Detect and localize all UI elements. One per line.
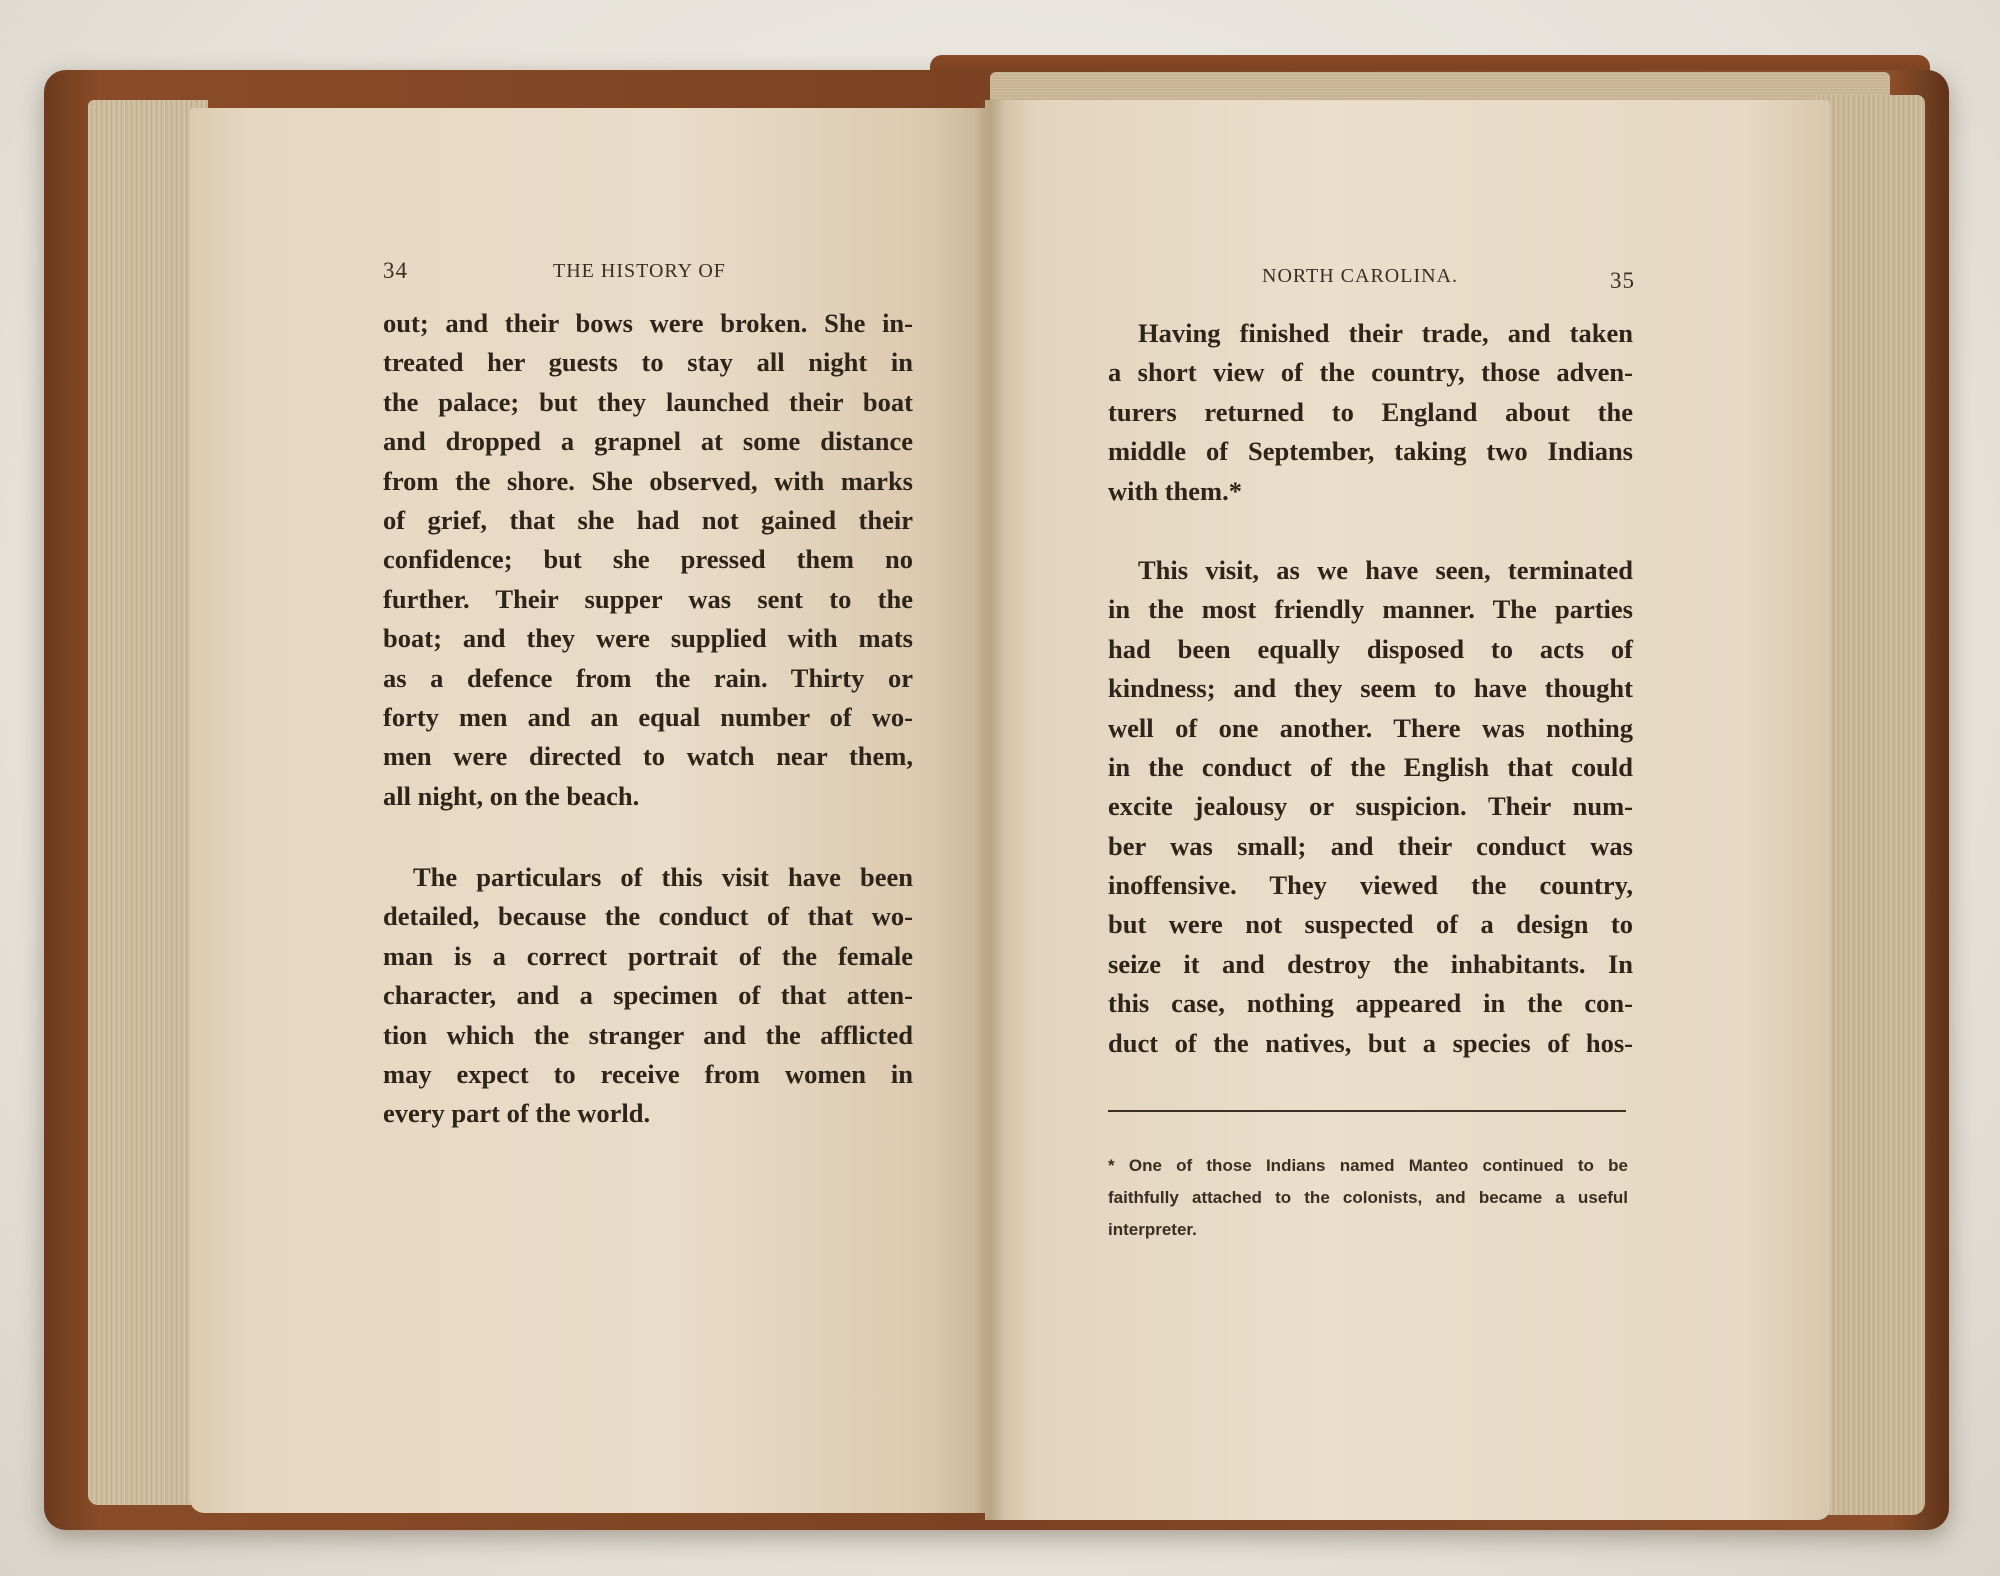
paragraph-gap (383, 816, 913, 858)
footnote-line: interpreter. (1108, 1220, 1197, 1239)
text-line: every part of the world. (383, 1098, 651, 1129)
text-line: a short view of the country, those adven- (1108, 357, 1633, 388)
footnote-line: * One of those Indians named Manteo continued to be (1108, 1156, 1628, 1175)
footnote (1108, 1150, 1628, 1246)
left-running-head: THE HISTORY OF (553, 260, 726, 282)
text-line: in the conduct of the English that could (1108, 751, 1633, 782)
text-line: the palace; but they launched their boat (383, 386, 913, 417)
footnote-line: faithfully attached to the colonists, and became a useful (1108, 1188, 1628, 1207)
left-paragraph-1 (383, 304, 913, 816)
right-paragraph-2 (1108, 551, 1633, 1063)
right-page-body (1108, 314, 1633, 1063)
text-line: and dropped a grapnel at some distance (383, 426, 913, 457)
text-line: Having finished their trade, and taken (1138, 318, 1633, 348)
text-line: well of one another. There was nothing (1108, 712, 1633, 743)
left-paragraph-2 (383, 858, 913, 1134)
right-page-number: 35 (1610, 268, 1635, 293)
text-line: boat; and they were supplied with mats (383, 623, 913, 654)
text-line: from the shore. She observed, with marks (383, 465, 913, 496)
text-line: men were directed to watch near them, (383, 741, 913, 772)
text-line: The particulars of this visit have been (413, 862, 913, 893)
text-line: further. Their supper was sent to the (383, 583, 913, 614)
text-line: in the most friendly manner. The parties (1108, 594, 1633, 625)
text-line: turers returned to England about the (1108, 396, 1633, 427)
left-page-number: 34 (383, 258, 408, 283)
text-line: treated her guests to stay all night in (383, 347, 913, 378)
text-line: man is a correct portrait of the female (383, 940, 913, 971)
text-line: duct of the natives, but a species of hos- (1108, 1027, 1633, 1058)
text-line: character, and a specimen of that atten- (383, 980, 913, 1011)
text-line: confidence; but she pressed them no (383, 544, 913, 575)
text-line: may expect to receive from women in (383, 1059, 913, 1090)
text-line: excite jealousy or suspicion. Their num- (1108, 791, 1633, 822)
text-line: with them.* (1108, 475, 1242, 506)
footnote-rule (1108, 1110, 1626, 1112)
text-line: seize it and destroy the inhabitants. In (1108, 948, 1633, 979)
text-line: this case, nothing appeared in the con- (1108, 988, 1633, 1019)
text-line: but were not suspected of a design to (1108, 909, 1633, 940)
text-line: This visit, as we have seen, terminated (1138, 554, 1633, 585)
text-line: middle of September, taking two Indians (1108, 436, 1633, 467)
paragraph-gap (1108, 511, 1633, 551)
text-line: tion which the stranger and the afflicted (383, 1019, 913, 1050)
text-line: inoffensive. They viewed the country, (1108, 870, 1633, 901)
text-line: of grief, that she had not gained their (383, 504, 913, 535)
text-line: as a defence from the rain. Thirty or (383, 662, 913, 693)
text-line: out; and their bows were broken. She in- (383, 308, 913, 338)
gutter (975, 100, 1005, 1520)
right-paragraph-1 (1108, 314, 1633, 511)
text-line: kindness; and they seem to have thought (1108, 673, 1633, 704)
text-line: all night, on the beach. (383, 780, 640, 811)
text-line: forty men and an equal number of wo- (383, 701, 913, 732)
text-line: ber was small; and their conduct was (1108, 830, 1633, 861)
page-edges-right (1815, 95, 1925, 1515)
text-line: detailed, because the conduct of that wo- (383, 901, 913, 932)
text-line: had been equally disposed to acts of (1108, 633, 1633, 664)
right-running-head: NORTH CAROLINA. (1262, 265, 1459, 287)
left-page-body (383, 304, 913, 1134)
